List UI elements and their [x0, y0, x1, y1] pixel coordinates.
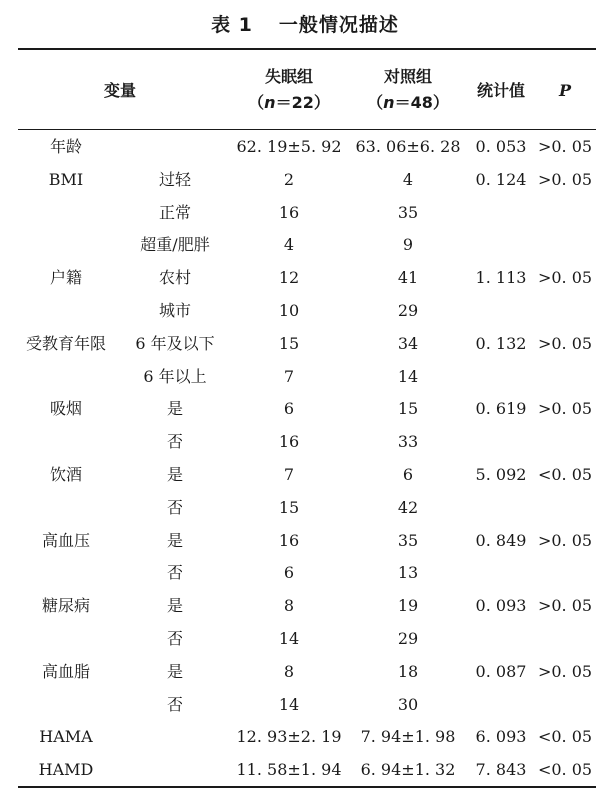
cell-control: 41 — [397, 268, 419, 287]
cell-control: 42 — [397, 498, 419, 517]
cell-subgroup: 否 — [166, 629, 183, 648]
cell-control: 33 — [397, 432, 419, 451]
header-rule — [18, 129, 596, 130]
cell-statistic: 0. 053 — [475, 137, 527, 156]
cell-variable: 高血脂 — [41, 662, 90, 681]
header-control — [350, 64, 466, 116]
cell-p-value: <0. 05 — [537, 760, 593, 779]
cell-subgroup: 超重/肥胖 — [140, 235, 210, 254]
cell-variable: BMI — [48, 170, 84, 189]
header-p: P — [558, 81, 572, 100]
cell-insomnia: 7 — [283, 367, 295, 386]
cell-control: 6. 94±1. 32 — [360, 760, 456, 779]
cell-insomnia: 8 — [283, 596, 295, 615]
cell-statistic: 5. 092 — [475, 465, 527, 484]
cell-control: 14 — [397, 367, 419, 386]
cell-insomnia: 10 — [278, 301, 300, 320]
cell-statistic: 0. 849 — [475, 531, 527, 550]
cell-control: 13 — [397, 563, 419, 582]
cell-insomnia: 6 — [283, 399, 295, 418]
cell-statistic: 0. 619 — [475, 399, 527, 418]
cell-control: 9 — [402, 235, 414, 254]
header-control-label: 对照组 — [383, 67, 432, 86]
cell-variable: 受教育年限 — [25, 334, 106, 353]
cell-subgroup: 否 — [166, 563, 183, 582]
cell-insomnia: 7 — [283, 465, 295, 484]
cell-subgroup: 是 — [166, 596, 183, 615]
cell-variable: 饮酒 — [49, 465, 82, 484]
cell-insomnia: 16 — [278, 432, 300, 451]
header-insomnia — [234, 64, 344, 116]
cell-control: 35 — [397, 203, 419, 222]
cell-subgroup: 正常 — [158, 203, 191, 222]
cell-insomnia: 15 — [278, 498, 300, 517]
cell-control: 19 — [397, 596, 419, 615]
cell-insomnia: 62. 19±5. 92 — [236, 137, 342, 156]
cell-variable: 高血压 — [41, 531, 90, 550]
bottom-rule — [18, 786, 596, 788]
header-variable: 变量 — [103, 81, 136, 100]
cell-subgroup: 是 — [166, 465, 183, 484]
cell-variable: 年龄 — [49, 137, 82, 156]
cell-p-value: >0. 05 — [537, 662, 593, 681]
cell-subgroup: 过轻 — [158, 170, 191, 189]
table-caption: 一般情况描述 — [278, 14, 399, 36]
cell-control: 29 — [397, 301, 419, 320]
cell-control: 63. 06±6. 28 — [355, 137, 461, 156]
header-insomnia-n: （n＝22） — [248, 93, 330, 112]
cell-p-value: >0. 05 — [537, 531, 593, 550]
cell-insomnia: 4 — [283, 235, 295, 254]
cell-p-value: <0. 05 — [537, 727, 593, 746]
header-insomnia-label: 失眠组 — [264, 67, 313, 86]
cell-subgroup: 是 — [166, 531, 183, 550]
table-title — [0, 10, 610, 37]
cell-insomnia: 16 — [278, 531, 300, 550]
cell-insomnia: 11. 58±1. 94 — [236, 760, 342, 779]
cell-p-value: >0. 05 — [537, 170, 593, 189]
cell-insomnia: 8 — [283, 662, 295, 681]
cell-subgroup: 城市 — [158, 301, 191, 320]
top-rule — [18, 48, 596, 50]
cell-subgroup: 否 — [166, 498, 183, 517]
cell-statistic: 0. 087 — [475, 662, 527, 681]
cell-subgroup: 是 — [166, 399, 183, 418]
cell-insomnia: 2 — [283, 170, 295, 189]
cell-p-value: >0. 05 — [537, 399, 593, 418]
cell-statistic: 6. 093 — [475, 727, 527, 746]
cell-statistic: 0. 132 — [475, 334, 527, 353]
cell-control: 18 — [397, 662, 419, 681]
cell-p-value: >0. 05 — [537, 268, 593, 287]
cell-insomnia: 12 — [278, 268, 300, 287]
cell-subgroup: 是 — [166, 662, 183, 681]
cell-subgroup: 6 年以上 — [143, 367, 207, 386]
cell-control: 34 — [397, 334, 419, 353]
cell-variable: 户籍 — [49, 268, 82, 287]
cell-p-value: >0. 05 — [537, 596, 593, 615]
cell-control: 15 — [397, 399, 419, 418]
cell-control: 29 — [397, 629, 419, 648]
header-statistic: 统计值 — [476, 81, 525, 100]
table-number: 表 1 — [211, 14, 253, 36]
cell-statistic: 7. 843 — [475, 760, 527, 779]
cell-variable: HAMD — [38, 760, 94, 779]
cell-subgroup: 否 — [166, 432, 183, 451]
cell-p-value: >0. 05 — [537, 334, 593, 353]
cell-statistic: 0. 093 — [475, 596, 527, 615]
cell-insomnia: 15 — [278, 334, 300, 353]
cell-statistic: 1. 113 — [475, 268, 527, 287]
cell-statistic: 0. 124 — [475, 170, 527, 189]
cell-variable: 糖尿病 — [41, 596, 90, 615]
cell-insomnia: 14 — [278, 629, 300, 648]
cell-subgroup: 否 — [166, 695, 183, 714]
cell-subgroup: 农村 — [158, 268, 191, 287]
cell-control: 4 — [402, 170, 414, 189]
cell-subgroup: 6 年及以下 — [135, 334, 215, 353]
cell-control: 35 — [397, 531, 419, 550]
cell-p-value: <0. 05 — [537, 465, 593, 484]
cell-control: 6 — [402, 465, 414, 484]
cell-insomnia: 14 — [278, 695, 300, 714]
header-control-n: （n＝48） — [367, 93, 449, 112]
cell-insomnia: 12. 93±2. 19 — [236, 727, 342, 746]
cell-insomnia: 16 — [278, 203, 300, 222]
cell-control: 7. 94±1. 98 — [360, 727, 456, 746]
cell-variable: 吸烟 — [49, 399, 82, 418]
cell-variable: HAMA — [39, 727, 93, 746]
cell-insomnia: 6 — [283, 563, 295, 582]
cell-control: 30 — [397, 695, 419, 714]
cell-p-value: >0. 05 — [537, 137, 593, 156]
